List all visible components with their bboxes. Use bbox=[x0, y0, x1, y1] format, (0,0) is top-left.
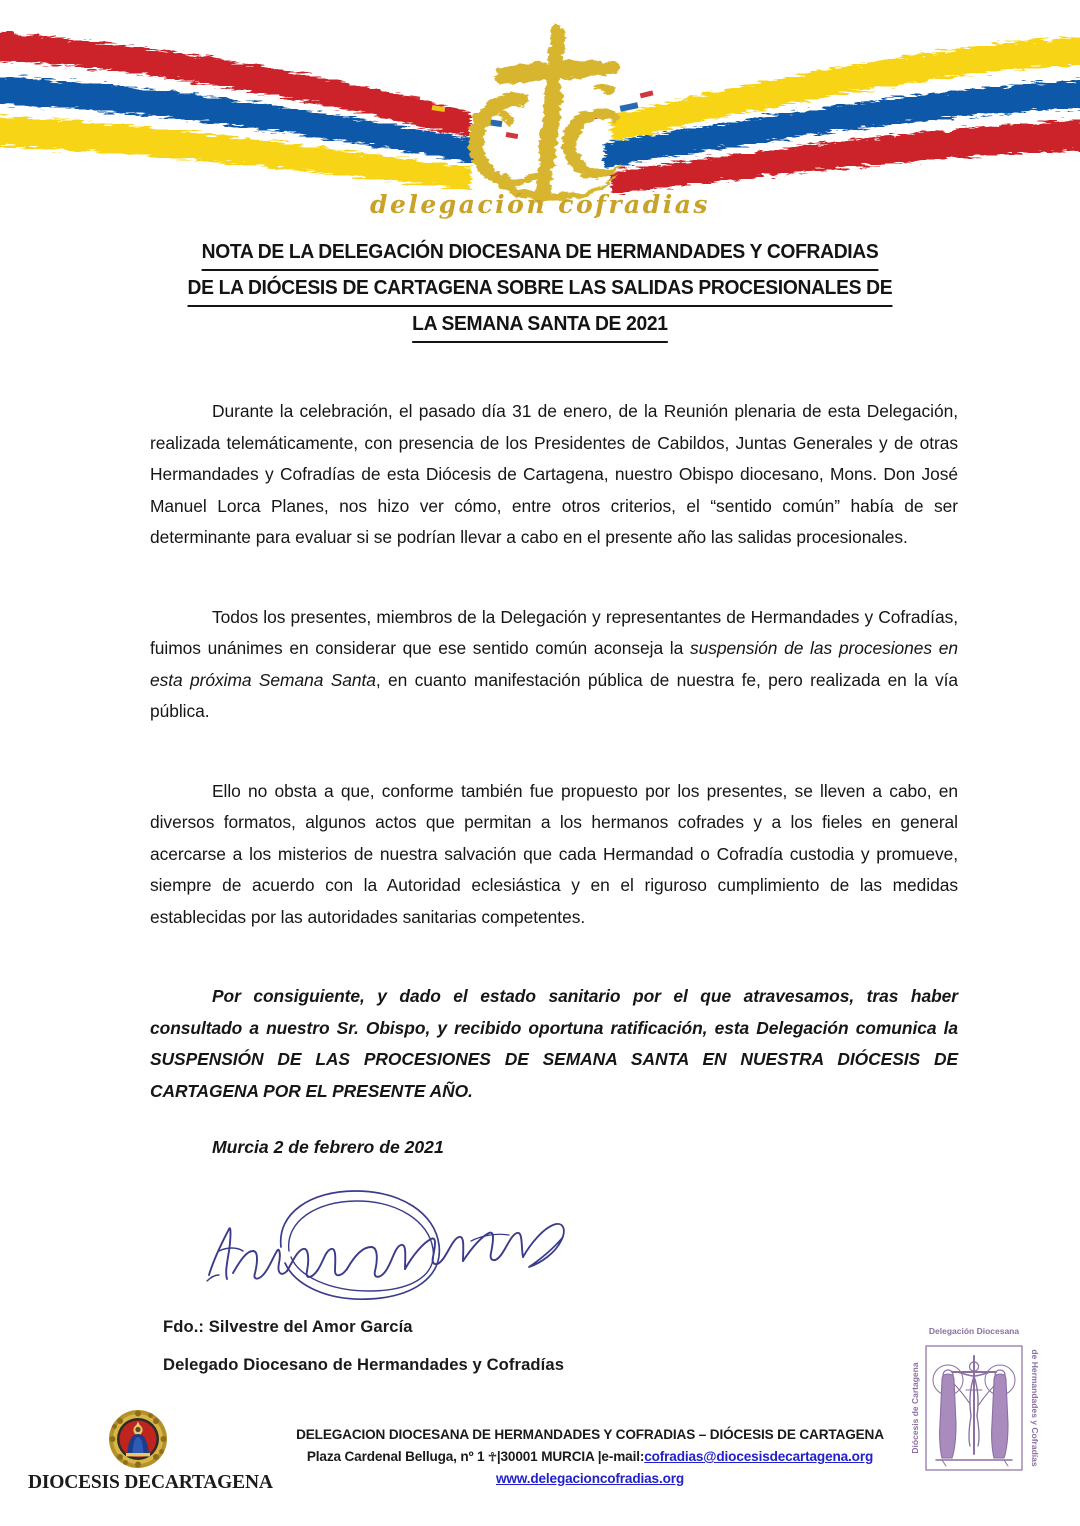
signatory-name: Fdo.: Silvestre del Amor García bbox=[163, 1317, 413, 1336]
diocese-logo bbox=[28, 1408, 273, 1494]
footer-email-link[interactable]: cofradias@diocesisdecartagena.org bbox=[644, 1449, 874, 1464]
monogram-logo bbox=[468, 24, 622, 204]
stamp-artwork bbox=[908, 1312, 1040, 1498]
signatory-role: Delegado Diocesano de Hermandades y Cofradías bbox=[163, 1355, 565, 1374]
paragraph-3: Ello no obsta a que, conforme también fue propuesto por los presentes, se lleven a cabo, en diversos formatos, algunos actos que permitan a los hermanos cofrades y a los fieles en general acercarse a los misterios de nuestra salvación que cada Hermandad o Cofradía custodia y promueve, siempre de acuerdo con la Autoridad eclesiástica y en el riguroso cumplimiento de las medidas establecidas por las autoridades sanitarias competentes. bbox=[150, 780, 958, 927]
page-title-line-2: DE LA DIÓCESIS DE CARTAGENA SOBRE LAS SALIDAS PROCESIONALES DE bbox=[120, 271, 960, 307]
footer-line-1: DELEGACION DIOCESANA DE HERMANDADES Y COFRADIAS – DIÓCESIS DE CARTAGENA bbox=[296, 1427, 884, 1442]
stamp-text-left: Diócesis de Cartagena bbox=[910, 1362, 920, 1454]
footer bbox=[255, 1424, 925, 1490]
diocese-emblem-icon bbox=[107, 1408, 169, 1470]
footer-website-link[interactable]: www.delegacioncofradias.org bbox=[495, 1471, 685, 1486]
diocese-logo-text: DIOCESIS DECARTAGENA bbox=[28, 1472, 273, 1493]
footer-line-3 bbox=[255, 1468, 925, 1490]
page-title bbox=[120, 235, 960, 343]
location-pin-icon: ☥ bbox=[488, 1450, 497, 1464]
crucifixion-figure-icon bbox=[933, 1356, 1015, 1466]
document-body bbox=[150, 396, 958, 1158]
footer-city: |30001 MURCIA |e-mail: bbox=[496, 1449, 645, 1464]
page-title-line-1: NOTA DE LA DELEGACIÓN DIOCESANA DE HERMANDADES Y COFRADIAS bbox=[120, 235, 960, 271]
paragraph-1: Durante la celebración, el pasado día 31 de enero, de la Reunión plenaria de esta Delegación, realizada telemáticamente, con presencia de los Presidentes de Cabildos, Juntas Generales y de otras Hermandades y Cofradías de esta Diócesis de Cartagena, nuestro Obispo diocesano, Mons. Don José Manuel Lorca Planes, nos hizo ver cómo, entre otros criterios, el “sentido común” había de ser determinante para evaluar si se podrían llevar a cabo en el presente año las salidas procesionales. bbox=[150, 401, 958, 547]
paragraph-2-part-a: Todos los presentes, miembros de la Delegación y representantes de Hermandades y Cofradías, fuimos unánimes en considerar que ese sentido común aconseja la bbox=[150, 606, 958, 658]
signature-date: Murcia 2 de febrero de 2021 bbox=[212, 1137, 444, 1157]
handwritten-signature bbox=[185, 1185, 615, 1315]
stamp-text-top: Delegación Diocesana bbox=[928, 1326, 1020, 1336]
header-banner bbox=[0, 0, 1080, 228]
logo-wordmark: delegación cofradias bbox=[369, 190, 710, 219]
signature-strokes bbox=[185, 1185, 615, 1315]
official-stamp bbox=[908, 1312, 1040, 1498]
paragraph-2 bbox=[150, 602, 958, 728]
brush-strokes-left bbox=[0, 32, 478, 190]
stamp-text-right: de Hermandades y Cofradías bbox=[1030, 1349, 1040, 1467]
footer-line-2 bbox=[255, 1446, 925, 1468]
brush-strokes-right bbox=[604, 36, 1080, 194]
page-title-line-3: LA SEMANA SANTA DE 2021 bbox=[120, 307, 960, 343]
paragraph-2-emphasis: suspensión de las procesiones en esta próxima Semana Santa bbox=[150, 638, 959, 690]
paragraph-2-part-b: , en cuanto manifestación pública de nuestra fe, pero realizada en la vía pública. bbox=[150, 669, 958, 721]
footer-address: Plaza Cardenal Belluga, nº 1 bbox=[306, 1449, 489, 1464]
paragraph-4: Por consiguiente, y dado el estado sanitario por el que atravesamos, tras haber consultado a nuestro Sr. Obispo, y recibido oportuna ratificación, esta Delegación comunica la SUSPENSIÓN DE LAS PROCESIONES DE SEMANA SANTA EN NUESTRA DIÓCESIS DE CARTAGENA POR EL PRESENTE AÑO. bbox=[150, 986, 958, 1101]
